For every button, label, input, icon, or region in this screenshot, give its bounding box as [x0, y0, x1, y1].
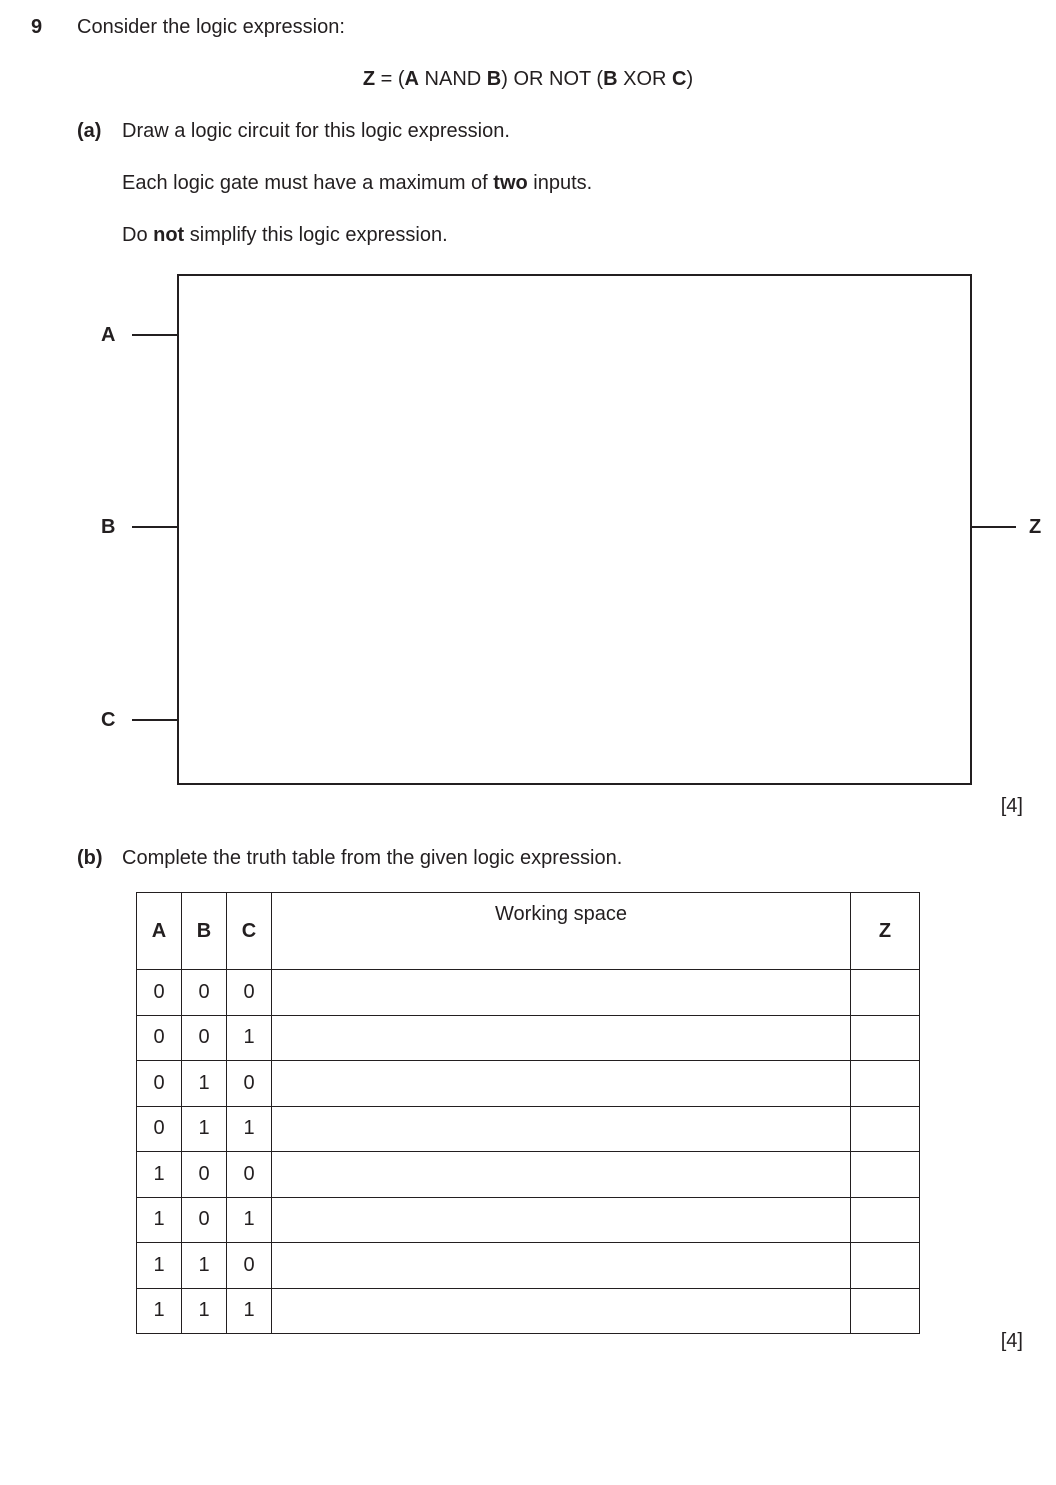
cell-b: 0 [182, 1015, 227, 1061]
input-wire-a [132, 334, 178, 336]
working-cell[interactable] [272, 1197, 851, 1243]
working-cell[interactable] [272, 1015, 851, 1061]
working-cell[interactable] [272, 1152, 851, 1198]
z-answer-cell[interactable] [851, 1197, 920, 1243]
z-answer-cell[interactable] [851, 1061, 920, 1107]
cell-c: 1 [227, 1106, 272, 1152]
cell-a: 1 [137, 1152, 182, 1198]
working-cell[interactable] [272, 1061, 851, 1107]
working-cell[interactable] [272, 1243, 851, 1289]
cell-a: 0 [137, 1106, 182, 1152]
cell-c: 0 [227, 1061, 272, 1107]
part-b-marks: [4] [1000, 1330, 1023, 1352]
part-b-instruction: Complete the truth table from the given logic expression. [122, 847, 623, 869]
table-row [137, 1197, 920, 1243]
table-row [137, 1152, 920, 1198]
cell-a: 1 [137, 1288, 182, 1334]
part-a-marks: [4] [1000, 795, 1023, 817]
cell-c: 0 [227, 1152, 272, 1198]
truth-table-header-row [137, 893, 920, 970]
cell-b: 1 [182, 1288, 227, 1334]
header-working-space: Working space [272, 893, 851, 970]
cell-b: 1 [182, 1061, 227, 1107]
cell-c: 1 [227, 1015, 272, 1061]
part-a-simplify-rule [122, 224, 448, 247]
table-row [137, 1015, 920, 1061]
expr-c: C [672, 68, 687, 90]
gate-rule-post: inputs. [527, 172, 593, 194]
table-row [137, 1288, 920, 1334]
expr-or-not: ) OR NOT ( [501, 68, 604, 90]
cell-c: 1 [227, 1288, 272, 1334]
cell-c: 0 [227, 1243, 272, 1289]
table-row [137, 1243, 920, 1289]
working-cell[interactable] [272, 970, 851, 1016]
expr-output: Z [362, 68, 376, 90]
circuit-drawing-area[interactable] [177, 274, 972, 785]
gate-rule-bold: two [493, 172, 528, 194]
output-label-z: Z [1029, 516, 1042, 538]
logic-expression [0, 68, 1056, 91]
truth-table [136, 892, 920, 1334]
simplify-rule-post: simplify this logic expression. [184, 224, 448, 246]
cell-a: 1 [137, 1243, 182, 1289]
simplify-rule-pre: Do [122, 224, 154, 246]
expr-xor: XOR [617, 68, 672, 90]
question-intro: Consider the logic expression: [77, 16, 345, 38]
expr-close: ) [686, 68, 694, 90]
table-row [137, 1061, 920, 1107]
cell-a: 1 [137, 1197, 182, 1243]
cell-c: 1 [227, 1197, 272, 1243]
cell-a: 0 [137, 1061, 182, 1107]
simplify-rule-bold: not [153, 224, 185, 246]
input-wire-b [132, 526, 178, 528]
expr-a: A [404, 68, 419, 90]
cell-a: 0 [137, 1015, 182, 1061]
part-a-gate-rule [122, 172, 592, 195]
question-number: 9 [31, 16, 43, 38]
part-a-instruction: Draw a logic circuit for this logic expression. [122, 120, 510, 142]
header-a: A [137, 893, 182, 970]
z-answer-cell[interactable] [851, 1243, 920, 1289]
table-row [137, 1106, 920, 1152]
input-label-c: C [101, 709, 116, 731]
expr-b2: B [603, 68, 618, 90]
expr-nand: NAND [418, 68, 487, 90]
header-c: C [227, 893, 272, 970]
input-label-a: A [101, 324, 116, 346]
table-row [137, 970, 920, 1016]
expr-b1: B [486, 68, 502, 90]
expr-eq-open: = ( [375, 68, 405, 90]
cell-b: 1 [182, 1243, 227, 1289]
z-answer-cell[interactable] [851, 1288, 920, 1334]
z-answer-cell[interactable] [851, 1015, 920, 1061]
cell-b: 0 [182, 1197, 227, 1243]
cell-a: 0 [137, 970, 182, 1016]
header-z: Z [851, 893, 920, 970]
cell-b: 0 [182, 1152, 227, 1198]
working-cell[interactable] [272, 1288, 851, 1334]
input-wire-c [132, 719, 178, 721]
cell-c: 0 [227, 970, 272, 1016]
part-b-label: (b) [77, 847, 103, 869]
cell-b: 0 [182, 970, 227, 1016]
z-answer-cell[interactable] [851, 970, 920, 1016]
gate-rule-pre: Each logic gate must have a maximum of [122, 172, 494, 194]
part-a-label: (a) [77, 120, 102, 142]
header-b: B [182, 893, 227, 970]
z-answer-cell[interactable] [851, 1152, 920, 1198]
working-cell[interactable] [272, 1106, 851, 1152]
cell-b: 1 [182, 1106, 227, 1152]
output-wire-z [970, 526, 1016, 528]
input-label-b: B [101, 516, 116, 538]
z-answer-cell[interactable] [851, 1106, 920, 1152]
